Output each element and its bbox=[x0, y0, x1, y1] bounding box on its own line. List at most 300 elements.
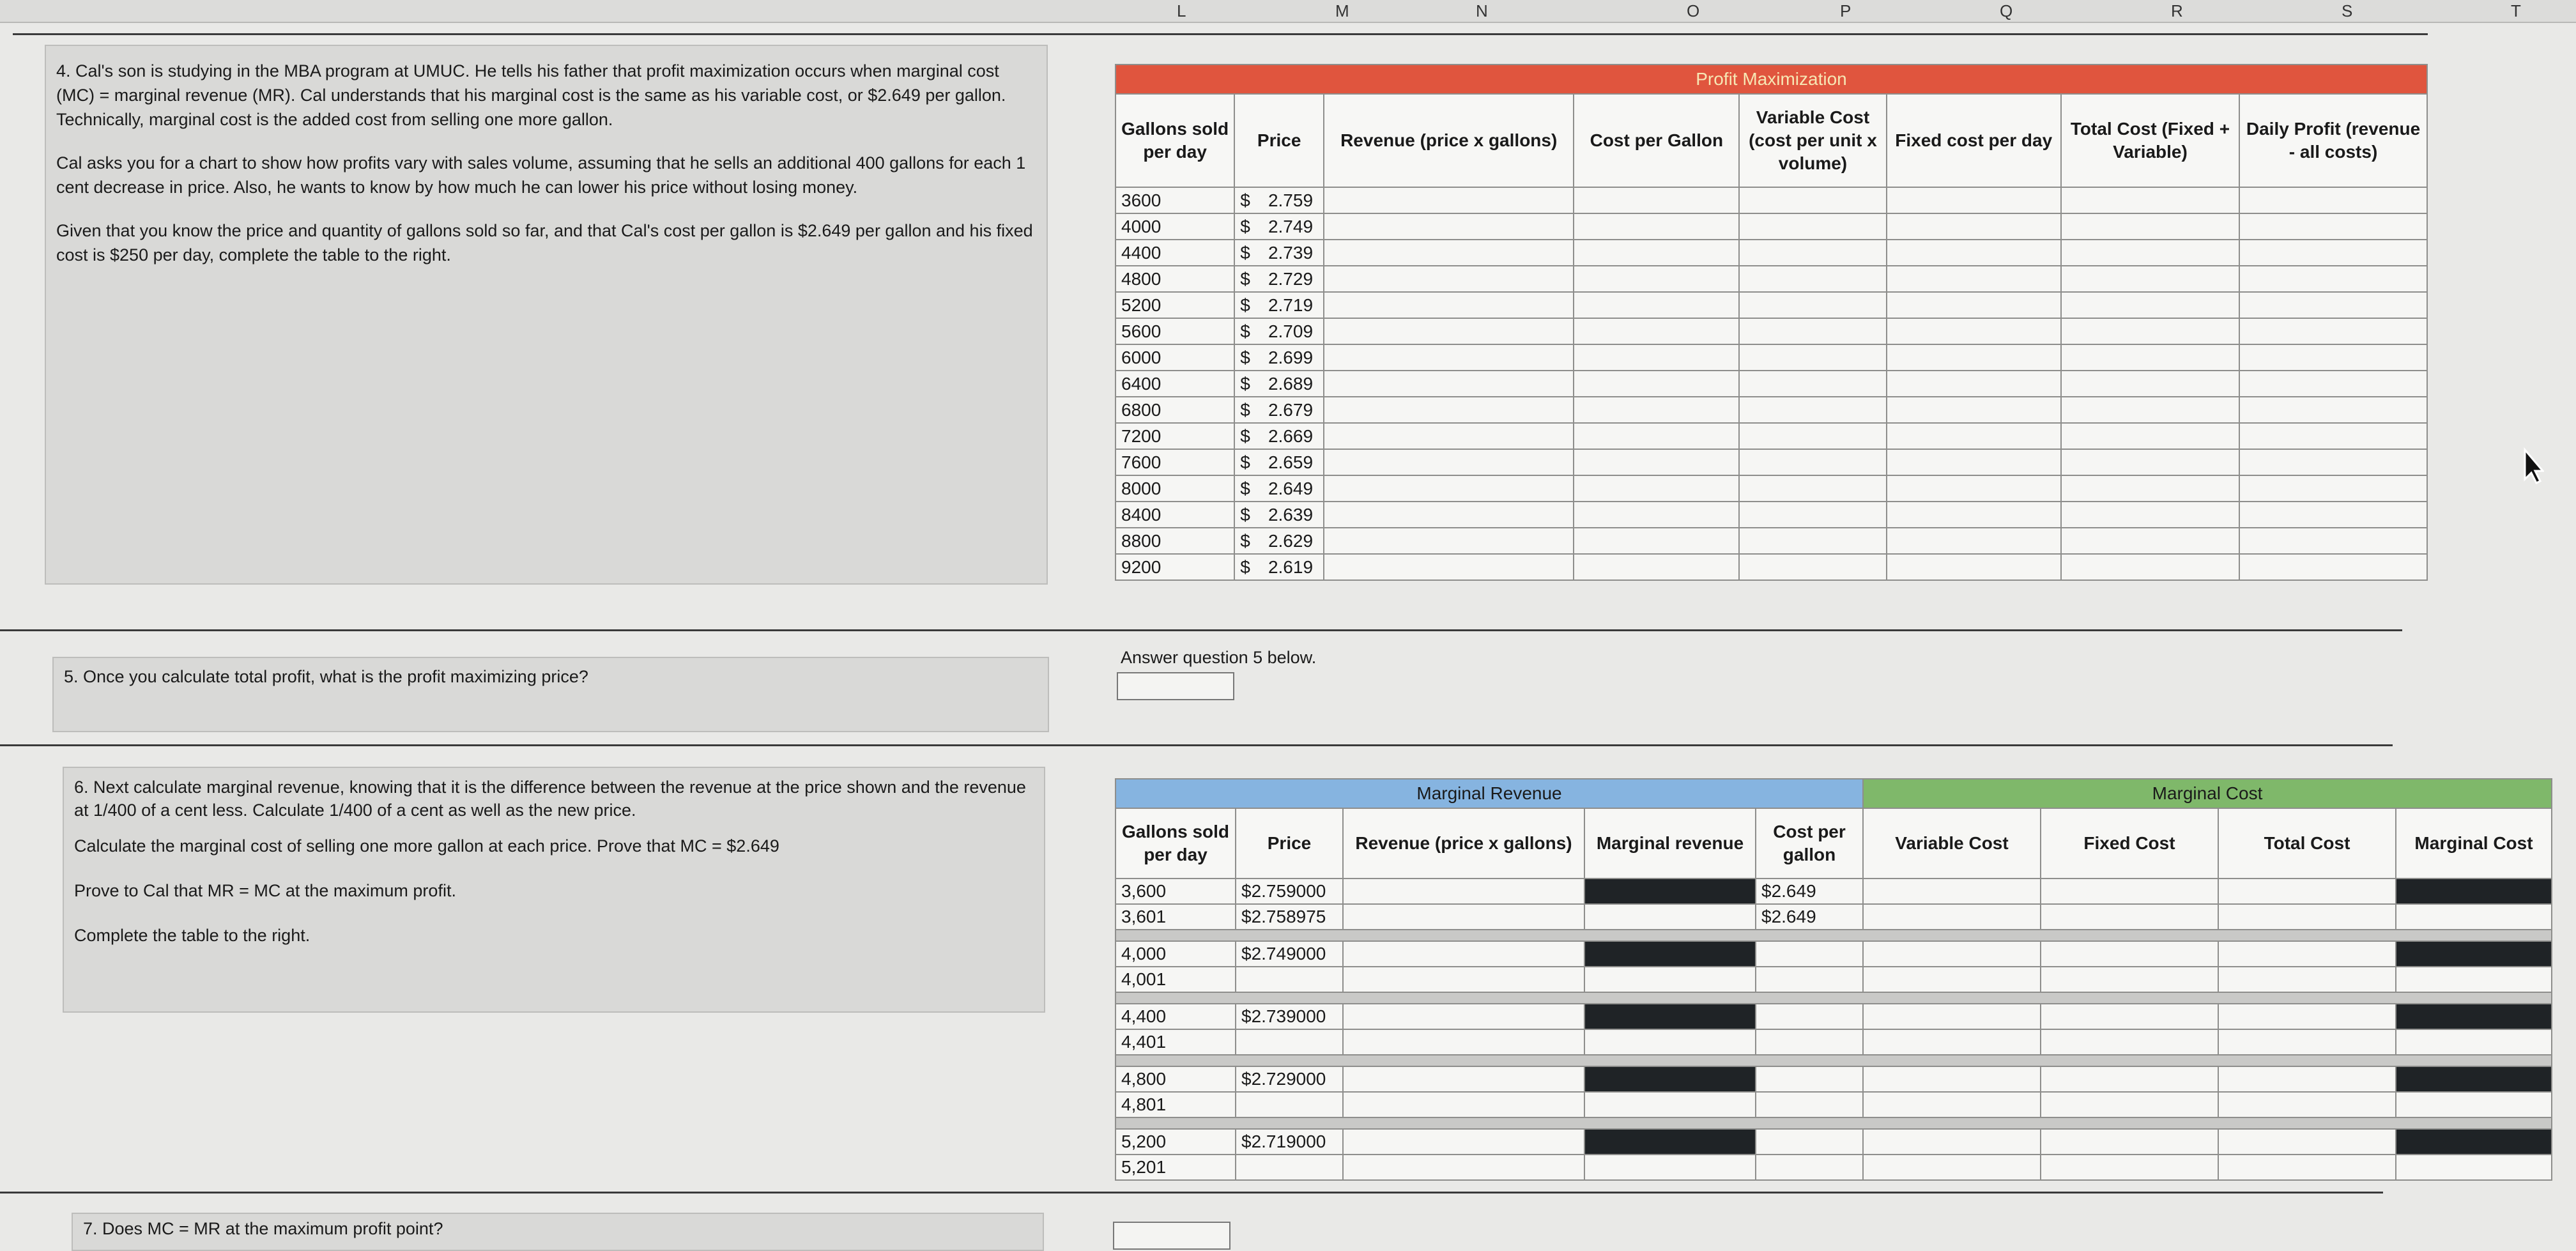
cell-cost-per-gallon[interactable] bbox=[1574, 344, 1739, 371]
question-7-textbox[interactable] bbox=[72, 1213, 1044, 1251]
cell-gallons[interactable]: 4800 bbox=[1116, 266, 1234, 292]
mr-header-marginal-revenue[interactable]: Marginal revenue bbox=[1584, 808, 1756, 879]
marginal-row bbox=[1116, 941, 2552, 967]
cell-daily-profit[interactable] bbox=[2239, 266, 2427, 292]
cell-price[interactable]: 2.719 bbox=[1263, 292, 1324, 318]
header-variable-cost[interactable]: Variable Cost (cost per unit x volume) bbox=[1739, 94, 1886, 187]
mr-cell-gallons[interactable]: 5,201 bbox=[1116, 1155, 1236, 1180]
mc-cell[interactable] bbox=[2218, 1029, 2396, 1055]
cell-currency[interactable]: $ bbox=[1234, 423, 1263, 449]
cell-daily-profit[interactable] bbox=[2239, 502, 2427, 528]
header-daily-profit[interactable]: Daily Profit (revenue - all costs) bbox=[2239, 94, 2427, 187]
cell-variable-cost[interactable] bbox=[1739, 528, 1886, 554]
marginal-row bbox=[1116, 1029, 2552, 1055]
question-6-paragraph-2: Calculate the marginal cost of selling one more gallon at each price. Prove that MC = $2.649 bbox=[74, 836, 779, 856]
mr-cell-revenue[interactable] bbox=[1343, 1066, 1584, 1092]
mc-cell[interactable] bbox=[2218, 1092, 2396, 1117]
cell-total-cost[interactable] bbox=[2061, 528, 2239, 554]
cell-variable-cost[interactable] bbox=[1739, 423, 1886, 449]
cell-gallons[interactable]: 4400 bbox=[1116, 240, 1234, 266]
cell-variable-cost[interactable] bbox=[1739, 318, 1886, 344]
cell-revenue[interactable] bbox=[1324, 240, 1574, 266]
mr-cell-marginal-revenue[interactable] bbox=[1584, 967, 1756, 992]
cell-cost-per-gallon[interactable] bbox=[1574, 292, 1739, 318]
cell-revenue[interactable] bbox=[1324, 292, 1574, 318]
mr-cell-marginal-revenue-blocked bbox=[1584, 1129, 1756, 1155]
profit-row bbox=[1116, 423, 2427, 449]
profit-row bbox=[1116, 475, 2427, 502]
section-divider bbox=[0, 744, 2393, 746]
answer-7-input[interactable] bbox=[1113, 1222, 1230, 1250]
question-6-textbox[interactable] bbox=[63, 767, 1045, 1013]
cell-total-cost[interactable] bbox=[2061, 240, 2239, 266]
mr-cell-marginal-cost[interactable] bbox=[2396, 967, 2552, 992]
mc-cell[interactable] bbox=[2041, 1155, 2218, 1180]
mr-cell-gallons[interactable]: 4,000 bbox=[1116, 941, 1236, 967]
cell-currency[interactable]: $ bbox=[1234, 187, 1263, 213]
separator-cell bbox=[1116, 1055, 2552, 1066]
mr-header-marginal-cost[interactable]: Marginal Cost bbox=[2396, 808, 2552, 879]
marginal-row bbox=[1116, 967, 2552, 992]
mr-cell-marginal-cost[interactable] bbox=[2396, 904, 2552, 930]
mc-cell[interactable] bbox=[1863, 941, 2041, 967]
cell-currency[interactable]: $ bbox=[1234, 475, 1263, 502]
cell-revenue[interactable] bbox=[1324, 423, 1574, 449]
cell-revenue[interactable] bbox=[1324, 502, 1574, 528]
marginal-row bbox=[1116, 1155, 2552, 1180]
mr-cell-cost-per-gallon[interactable]: $2.649 bbox=[1756, 879, 1863, 904]
cell-gallons[interactable]: 7200 bbox=[1116, 423, 1234, 449]
mc-cell[interactable] bbox=[1863, 967, 2041, 992]
cell-currency[interactable]: $ bbox=[1234, 318, 1263, 344]
cell-revenue[interactable] bbox=[1324, 266, 1574, 292]
answer-5-input[interactable] bbox=[1117, 672, 1234, 700]
cell-total-cost[interactable] bbox=[2061, 344, 2239, 371]
mr-cell-price[interactable]: $2.729000 bbox=[1236, 1066, 1343, 1092]
cell-currency[interactable]: $ bbox=[1234, 397, 1263, 423]
profit-row bbox=[1116, 554, 2427, 580]
mc-cell[interactable] bbox=[2041, 1066, 2218, 1092]
mr-header-cost-per-gallon[interactable]: Cost per gallon bbox=[1756, 808, 1863, 879]
header-gallons[interactable]: Gallons sold per day bbox=[1116, 94, 1234, 187]
separator-cell bbox=[1116, 1117, 2552, 1129]
column-header-bar bbox=[0, 0, 2576, 23]
group-separator bbox=[1116, 1055, 2552, 1066]
header-revenue[interactable]: Revenue (price x gallons) bbox=[1324, 94, 1574, 187]
cell-gallons[interactable]: 4000 bbox=[1116, 213, 1234, 240]
mr-cell-revenue[interactable] bbox=[1343, 904, 1584, 930]
cell-daily-profit[interactable] bbox=[2239, 371, 2427, 397]
marginal-cost-band: Marginal Cost bbox=[1863, 779, 2552, 808]
group-separator bbox=[1116, 1117, 2552, 1129]
cell-variable-cost[interactable] bbox=[1739, 475, 1886, 502]
cell-price[interactable]: 2.659 bbox=[1263, 449, 1324, 475]
cell-variable-cost[interactable] bbox=[1739, 240, 1886, 266]
cell-total-cost[interactable] bbox=[2061, 266, 2239, 292]
cell-cost-per-gallon[interactable] bbox=[1574, 187, 1739, 213]
mr-cell-revenue[interactable] bbox=[1343, 941, 1584, 967]
cell-cost-per-gallon[interactable] bbox=[1574, 502, 1739, 528]
mr-cell-marginal-revenue[interactable] bbox=[1584, 1155, 1756, 1180]
profit-maximization-table bbox=[1115, 64, 2428, 581]
cell-revenue[interactable] bbox=[1324, 344, 1574, 371]
cell-cost-per-gallon[interactable] bbox=[1574, 449, 1739, 475]
profit-row bbox=[1116, 213, 2427, 240]
mr-cell-marginal-cost-blocked bbox=[2396, 1066, 2552, 1092]
cell-total-cost[interactable] bbox=[2061, 502, 2239, 528]
mr-header-revenue[interactable]: Revenue (price x gallons) bbox=[1343, 808, 1584, 879]
mr-cell-revenue[interactable] bbox=[1343, 1029, 1584, 1055]
cell-daily-profit[interactable] bbox=[2239, 213, 2427, 240]
cell-currency[interactable]: $ bbox=[1234, 449, 1263, 475]
mr-cell-price[interactable] bbox=[1236, 1029, 1343, 1055]
cell-currency[interactable]: $ bbox=[1234, 554, 1263, 580]
mr-cell-cost-per-gallon[interactable] bbox=[1756, 1129, 1863, 1155]
cell-fixed-cost[interactable] bbox=[1887, 397, 2061, 423]
cell-price[interactable]: 2.709 bbox=[1263, 318, 1324, 344]
cell-variable-cost[interactable] bbox=[1739, 344, 1886, 371]
mr-cell-marginal-revenue[interactable] bbox=[1584, 1029, 1756, 1055]
cell-fixed-cost[interactable] bbox=[1887, 475, 2061, 502]
cell-gallons[interactable]: 6400 bbox=[1116, 371, 1234, 397]
cell-fixed-cost[interactable] bbox=[1887, 318, 2061, 344]
cell-price[interactable]: 2.739 bbox=[1263, 240, 1324, 266]
cell-fixed-cost[interactable] bbox=[1887, 213, 2061, 240]
cell-variable-cost[interactable] bbox=[1739, 292, 1886, 318]
cell-fixed-cost[interactable] bbox=[1887, 344, 2061, 371]
mr-cell-gallons[interactable]: 4,401 bbox=[1116, 1029, 1236, 1055]
cell-total-cost[interactable] bbox=[2061, 554, 2239, 580]
mr-cell-marginal-revenue-blocked bbox=[1584, 1066, 1756, 1092]
cell-variable-cost[interactable] bbox=[1739, 213, 1886, 240]
mr-cell-price[interactable]: $2.759000 bbox=[1236, 879, 1343, 904]
cell-variable-cost[interactable] bbox=[1739, 187, 1886, 213]
header-total-cost[interactable]: Total Cost (Fixed + Variable) bbox=[2061, 94, 2239, 187]
cell-price[interactable]: 2.699 bbox=[1263, 344, 1324, 371]
profit-row bbox=[1116, 502, 2427, 528]
mc-cell[interactable] bbox=[1863, 1155, 2041, 1180]
mr-cell-gallons[interactable]: 4,001 bbox=[1116, 967, 1236, 992]
profit-table-title: Profit Maximization bbox=[1116, 65, 2427, 94]
cell-fixed-cost[interactable] bbox=[1887, 292, 2061, 318]
question-4-textbox[interactable] bbox=[45, 45, 1048, 585]
mr-cell-revenue[interactable] bbox=[1343, 1155, 1584, 1180]
cell-cost-per-gallon[interactable] bbox=[1574, 397, 1739, 423]
cell-revenue[interactable] bbox=[1324, 397, 1574, 423]
mc-cell[interactable] bbox=[2041, 1029, 2218, 1055]
mouse-cursor-icon bbox=[2522, 447, 2544, 486]
cell-cost-per-gallon[interactable] bbox=[1574, 318, 1739, 344]
profit-row bbox=[1116, 266, 2427, 292]
mr-cell-marginal-cost[interactable] bbox=[2396, 1029, 2552, 1055]
mc-cell[interactable] bbox=[2218, 967, 2396, 992]
mc-cell[interactable] bbox=[2218, 941, 2396, 967]
cell-daily-profit[interactable] bbox=[2239, 292, 2427, 318]
mc-cell[interactable] bbox=[2041, 1004, 2218, 1029]
cell-currency[interactable]: $ bbox=[1234, 292, 1263, 318]
separator-cell bbox=[1116, 930, 2552, 941]
cell-price[interactable]: 2.629 bbox=[1263, 528, 1324, 554]
cell-cost-per-gallon[interactable] bbox=[1574, 423, 1739, 449]
cell-currency[interactable]: $ bbox=[1234, 528, 1263, 554]
marginal-table bbox=[1115, 778, 2552, 1181]
cell-currency[interactable]: $ bbox=[1234, 371, 1263, 397]
col-header-s[interactable]: S bbox=[2342, 1, 2353, 20]
cell-price[interactable]: 2.639 bbox=[1263, 502, 1324, 528]
cell-fixed-cost[interactable] bbox=[1887, 502, 2061, 528]
cell-currency[interactable]: $ bbox=[1234, 213, 1263, 240]
col-header-p[interactable]: P bbox=[1840, 1, 1851, 20]
cell-revenue[interactable] bbox=[1324, 449, 1574, 475]
cell-revenue[interactable] bbox=[1324, 475, 1574, 502]
cell-variable-cost[interactable] bbox=[1739, 371, 1886, 397]
cell-variable-cost[interactable] bbox=[1739, 554, 1886, 580]
cell-gallons[interactable]: 5200 bbox=[1116, 292, 1234, 318]
mr-header-variable-cost[interactable]: Variable Cost bbox=[1863, 808, 2041, 879]
cell-daily-profit[interactable] bbox=[2239, 240, 2427, 266]
mr-cell-cost-per-gallon[interactable] bbox=[1756, 1092, 1863, 1117]
cell-daily-profit[interactable] bbox=[2239, 397, 2427, 423]
profit-row bbox=[1116, 292, 2427, 318]
cell-price[interactable]: 2.749 bbox=[1263, 213, 1324, 240]
mr-cell-gallons[interactable]: 4,801 bbox=[1116, 1092, 1236, 1117]
mc-cell[interactable] bbox=[2041, 941, 2218, 967]
cell-cost-per-gallon[interactable] bbox=[1574, 475, 1739, 502]
marginal-revenue-band: Marginal Revenue bbox=[1116, 779, 1863, 808]
cell-price[interactable]: 2.649 bbox=[1263, 475, 1324, 502]
cell-total-cost[interactable] bbox=[2061, 187, 2239, 213]
mc-cell[interactable] bbox=[2218, 879, 2396, 904]
mc-cell[interactable] bbox=[2041, 1129, 2218, 1155]
mr-cell-cost-per-gallon[interactable] bbox=[1756, 1029, 1863, 1055]
mr-cell-price[interactable] bbox=[1236, 967, 1343, 992]
mc-cell[interactable] bbox=[1863, 1004, 2041, 1029]
cell-variable-cost[interactable] bbox=[1739, 266, 1886, 292]
marginal-row bbox=[1116, 904, 2552, 930]
cell-daily-profit[interactable] bbox=[2239, 475, 2427, 502]
cell-gallons[interactable]: 8400 bbox=[1116, 502, 1234, 528]
group-separator bbox=[1116, 992, 2552, 1004]
cell-currency[interactable]: $ bbox=[1234, 502, 1263, 528]
cell-daily-profit[interactable] bbox=[2239, 449, 2427, 475]
cell-gallons[interactable]: 5600 bbox=[1116, 318, 1234, 344]
cell-price[interactable]: 2.679 bbox=[1263, 397, 1324, 423]
mr-cell-marginal-revenue[interactable] bbox=[1584, 904, 1756, 930]
cell-gallons[interactable]: 6800 bbox=[1116, 397, 1234, 423]
mc-cell[interactable] bbox=[2041, 967, 2218, 992]
cell-total-cost[interactable] bbox=[2061, 371, 2239, 397]
cell-variable-cost[interactable] bbox=[1739, 449, 1886, 475]
cell-total-cost[interactable] bbox=[2061, 318, 2239, 344]
question-6-paragraph-3: Prove to Cal that MR = MC at the maximum profit. bbox=[74, 881, 456, 900]
header-price[interactable]: Price bbox=[1234, 94, 1324, 187]
mc-cell[interactable] bbox=[1863, 879, 2041, 904]
mr-cell-marginal-cost-blocked bbox=[2396, 941, 2552, 967]
cell-price[interactable]: 2.669 bbox=[1263, 423, 1324, 449]
cell-gallons[interactable]: 7600 bbox=[1116, 449, 1234, 475]
mr-cell-price[interactable]: $2.739000 bbox=[1236, 1004, 1343, 1029]
mc-cell[interactable] bbox=[1863, 904, 2041, 930]
mr-cell-cost-per-gallon[interactable] bbox=[1756, 1066, 1863, 1092]
mc-cell[interactable] bbox=[1863, 1066, 2041, 1092]
mr-cell-gallons[interactable]: 5,200 bbox=[1116, 1129, 1236, 1155]
cell-total-cost[interactable] bbox=[2061, 213, 2239, 240]
cell-cost-per-gallon[interactable] bbox=[1574, 528, 1739, 554]
cell-currency[interactable]: $ bbox=[1234, 266, 1263, 292]
cell-daily-profit[interactable] bbox=[2239, 423, 2427, 449]
mr-cell-marginal-cost[interactable] bbox=[2396, 1155, 2552, 1180]
mr-cell-price[interactable]: $2.749000 bbox=[1236, 941, 1343, 967]
mr-header-gallons[interactable]: Gallons sold per day bbox=[1116, 808, 1236, 879]
mr-cell-cost-per-gallon[interactable] bbox=[1756, 967, 1863, 992]
mr-cell-revenue[interactable] bbox=[1343, 1092, 1584, 1117]
col-header-q[interactable]: Q bbox=[2000, 1, 2013, 20]
mr-cell-cost-per-gallon[interactable] bbox=[1756, 1004, 1863, 1029]
mc-cell[interactable] bbox=[2218, 1066, 2396, 1092]
question-5-textbox[interactable] bbox=[52, 657, 1049, 732]
cell-fixed-cost[interactable] bbox=[1887, 371, 2061, 397]
mr-cell-cost-per-gallon[interactable]: $2.649 bbox=[1756, 904, 1863, 930]
col-header-o[interactable]: O bbox=[1687, 1, 1700, 20]
cell-revenue[interactable] bbox=[1324, 213, 1574, 240]
section-divider bbox=[0, 629, 2402, 631]
mr-cell-marginal-revenue[interactable] bbox=[1584, 1092, 1756, 1117]
question-4-paragraph-1: 4. Cal's son is studying in the MBA program at UMUC. He tells his father that profit maximization occurs when marginal cost (MC) = marginal revenue (MR). Cal understands that his marginal cost is the same as his variable cost, or $2.649 per gallon. Technically, marginal cost is the added cost from selling one more gallon. bbox=[56, 61, 1006, 129]
cell-daily-profit[interactable] bbox=[2239, 344, 2427, 371]
cell-fixed-cost[interactable] bbox=[1887, 266, 2061, 292]
cell-total-cost[interactable] bbox=[2061, 449, 2239, 475]
cell-daily-profit[interactable] bbox=[2239, 528, 2427, 554]
group-separator bbox=[1116, 930, 2552, 941]
cell-currency[interactable]: $ bbox=[1234, 344, 1263, 371]
mc-cell[interactable] bbox=[2041, 879, 2218, 904]
mr-cell-gallons[interactable]: 3,601 bbox=[1116, 904, 1236, 930]
mr-cell-cost-per-gallon[interactable] bbox=[1756, 941, 1863, 967]
cell-fixed-cost[interactable] bbox=[1887, 187, 2061, 213]
cell-revenue[interactable] bbox=[1324, 554, 1574, 580]
cell-fixed-cost[interactable] bbox=[1887, 554, 2061, 580]
profit-row bbox=[1116, 449, 2427, 475]
cell-total-cost[interactable] bbox=[2061, 475, 2239, 502]
mr-cell-marginal-cost-blocked bbox=[2396, 879, 2552, 904]
cell-price[interactable]: 2.689 bbox=[1263, 371, 1324, 397]
mc-cell[interactable] bbox=[1863, 1129, 2041, 1155]
mc-cell[interactable] bbox=[1863, 1092, 2041, 1117]
mr-cell-marginal-cost[interactable] bbox=[2396, 1092, 2552, 1117]
mr-header-price[interactable]: Price bbox=[1236, 808, 1343, 879]
profit-row bbox=[1116, 318, 2427, 344]
cell-daily-profit[interactable] bbox=[2239, 318, 2427, 344]
marginal-row bbox=[1116, 1004, 2552, 1029]
cell-price[interactable]: 2.619 bbox=[1263, 554, 1324, 580]
mr-cell-price[interactable] bbox=[1236, 1155, 1343, 1180]
header-cost-per-gallon[interactable]: Cost per Gallon bbox=[1574, 94, 1739, 187]
cell-variable-cost[interactable] bbox=[1739, 397, 1886, 423]
cell-daily-profit[interactable] bbox=[2239, 187, 2427, 213]
mc-cell[interactable] bbox=[2218, 1004, 2396, 1029]
cell-revenue[interactable] bbox=[1324, 318, 1574, 344]
cell-variable-cost[interactable] bbox=[1739, 502, 1886, 528]
col-header-n[interactable]: N bbox=[1476, 1, 1488, 20]
header-fixed-cost[interactable]: Fixed cost per day bbox=[1887, 94, 2061, 187]
cell-cost-per-gallon[interactable] bbox=[1574, 240, 1739, 266]
mc-cell[interactable] bbox=[2218, 904, 2396, 930]
mr-cell-revenue[interactable] bbox=[1343, 1004, 1584, 1029]
cell-fixed-cost[interactable] bbox=[1887, 528, 2061, 554]
cell-fixed-cost[interactable] bbox=[1887, 449, 2061, 475]
mr-cell-marginal-cost-blocked bbox=[2396, 1004, 2552, 1029]
cell-gallons[interactable]: 6000 bbox=[1116, 344, 1234, 371]
mr-cell-marginal-cost-blocked bbox=[2396, 1129, 2552, 1155]
answer-5-label: Answer question 5 below. bbox=[1121, 648, 1317, 667]
profit-row bbox=[1116, 528, 2427, 554]
mc-cell[interactable] bbox=[2218, 1129, 2396, 1155]
profit-row bbox=[1116, 187, 2427, 213]
cell-cost-per-gallon[interactable] bbox=[1574, 266, 1739, 292]
cell-price[interactable]: 2.759 bbox=[1263, 187, 1324, 213]
mr-cell-revenue[interactable] bbox=[1343, 879, 1584, 904]
col-header-l[interactable]: L bbox=[1177, 1, 1186, 20]
cell-price[interactable]: 2.729 bbox=[1263, 266, 1324, 292]
cell-daily-profit[interactable] bbox=[2239, 554, 2427, 580]
cell-revenue[interactable] bbox=[1324, 371, 1574, 397]
mr-cell-price[interactable]: $2.719000 bbox=[1236, 1129, 1343, 1155]
cell-cost-per-gallon[interactable] bbox=[1574, 371, 1739, 397]
cell-total-cost[interactable] bbox=[2061, 423, 2239, 449]
mc-cell[interactable] bbox=[2041, 904, 2218, 930]
cell-total-cost[interactable] bbox=[2061, 397, 2239, 423]
cell-revenue[interactable] bbox=[1324, 187, 1574, 213]
mr-cell-gallons[interactable]: 4,800 bbox=[1116, 1066, 1236, 1092]
cell-gallons[interactable]: 3600 bbox=[1116, 187, 1234, 213]
mr-cell-price[interactable]: $2.758975 bbox=[1236, 904, 1343, 930]
mr-cell-price[interactable] bbox=[1236, 1092, 1343, 1117]
col-header-t[interactable]: T bbox=[2511, 1, 2521, 20]
cell-fixed-cost[interactable] bbox=[1887, 423, 2061, 449]
mc-cell[interactable] bbox=[1863, 1029, 2041, 1055]
cell-currency[interactable]: $ bbox=[1234, 240, 1263, 266]
mc-cell[interactable] bbox=[2218, 1155, 2396, 1180]
mr-cell-revenue[interactable] bbox=[1343, 967, 1584, 992]
mr-cell-cost-per-gallon[interactable] bbox=[1756, 1155, 1863, 1180]
col-header-r[interactable]: R bbox=[2171, 1, 2183, 20]
cell-revenue[interactable] bbox=[1324, 528, 1574, 554]
mr-cell-gallons[interactable]: 3,600 bbox=[1116, 879, 1236, 904]
mr-cell-revenue[interactable] bbox=[1343, 1129, 1584, 1155]
col-header-m[interactable]: M bbox=[1335, 1, 1349, 20]
profit-row bbox=[1116, 344, 2427, 371]
mc-cell[interactable] bbox=[2041, 1092, 2218, 1117]
cell-cost-per-gallon[interactable] bbox=[1574, 554, 1739, 580]
profit-row bbox=[1116, 240, 2427, 266]
question-5-text: 5. Once you calculate total profit, what is the profit maximizing price? bbox=[64, 667, 588, 686]
cell-total-cost[interactable] bbox=[2061, 292, 2239, 318]
mr-header-fixed-cost[interactable]: Fixed Cost bbox=[2041, 808, 2218, 879]
cell-gallons[interactable]: 8800 bbox=[1116, 528, 1234, 554]
cell-gallons[interactable]: 9200 bbox=[1116, 554, 1234, 580]
question-7-text: 7. Does MC = MR at the maximum profit point? bbox=[83, 1219, 443, 1238]
marginal-row bbox=[1116, 1066, 2552, 1092]
mr-cell-gallons[interactable]: 4,400 bbox=[1116, 1004, 1236, 1029]
cell-cost-per-gallon[interactable] bbox=[1574, 213, 1739, 240]
cell-gallons[interactable]: 8000 bbox=[1116, 475, 1234, 502]
cell-fixed-cost[interactable] bbox=[1887, 240, 2061, 266]
mr-cell-marginal-revenue-blocked bbox=[1584, 1004, 1756, 1029]
mr-cell-marginal-revenue-blocked bbox=[1584, 879, 1756, 904]
question-6-paragraph-1: 6. Next calculate marginal revenue, knowing that it is the difference between the revenue at the price shown and the revenue at 1/400 of a cent less. Calculate 1/400 of a cent as well as the new price. bbox=[74, 778, 1026, 820]
section-divider bbox=[0, 1192, 2383, 1193]
mr-header-total-cost[interactable]: Total Cost bbox=[2218, 808, 2396, 879]
